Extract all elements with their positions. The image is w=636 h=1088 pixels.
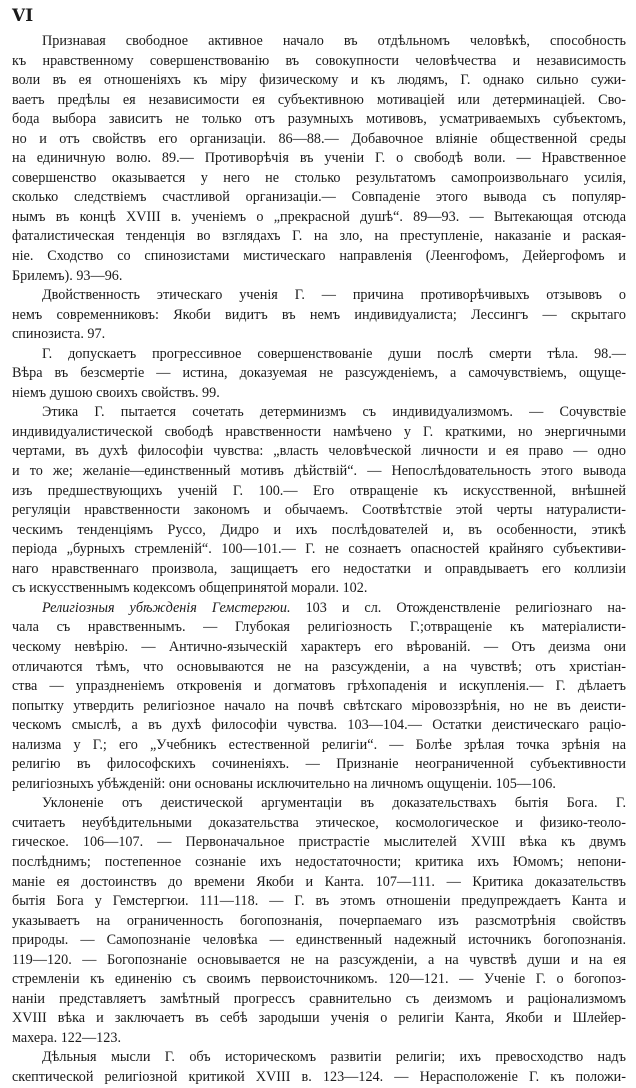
text-line: немъ современниковъ: Якоби видитъ въ немъ индивидуалиста; Лессингъ — скрытаго xyxy=(12,306,626,323)
text-line: ніе. Сходство со спинозистами мистическаго направленія (Леенгофомъ, Дейергофомъ и xyxy=(12,248,626,265)
text-line: ніемъ душою своихъ свойствъ. 99. xyxy=(12,384,220,401)
text-line: нализма у Г.; его „Учебникъ естественной религіи“. — Болѣе зрѣлая точка зрѣнія на xyxy=(12,736,626,753)
text-line: чертами, въ духѣ философіи чувства: „власть человѣческой личности и ея право — одно xyxy=(12,443,626,460)
text-line: XVIII вѣка и заключаетъ въ себѣ зародыши ученія о религіи Канта, Якоби и Шлейер- xyxy=(12,1010,626,1027)
text-line: маніе ея достоинствъ до времени Якоби и Канта. 107—111. — Критика доказательствъ xyxy=(12,873,626,890)
text-line: природы. — Самопознаніе человѣка — единственный надежный источникъ богопознанія. xyxy=(12,932,626,949)
text-line: совершенство оказывается у него не столько результатомъ самопроизвольнаго усилія, xyxy=(12,169,626,186)
text-line: попытку утвердить религіозное начало на почвѣ свѣтскаго міровоззрѣнія, но не въ деисти- xyxy=(12,697,626,714)
text-line: Г. допускаетъ прогрессивное совершенствованіе души послѣ смерти тѣла. 98.— xyxy=(42,345,626,362)
text-line: Вѣра въ безсмертіе — истина, доказуемая не разсужденіемъ, а самочувствіемъ, ощуще- xyxy=(12,365,626,382)
text-line: махера. 122—123. xyxy=(12,1029,121,1046)
text-line: періода „бурныхъ стремленій“. 100—101.— Г. не сознаетъ опасностей крайняго субъективи- xyxy=(12,541,626,558)
paragraph xyxy=(12,794,626,1048)
text-line: регуляціи нравственности закономъ и обычаемъ. Соотвѣтствіе этой черты натуралисти- xyxy=(12,502,626,519)
text-line: ваетъ предѣлы ея независимости ея субъективною мотиваціей или детерминаціей. Сво- xyxy=(12,91,626,108)
page-text-body xyxy=(12,32,626,1088)
paragraph xyxy=(12,1048,626,1087)
text-line: скептической религіозной критикой XVIII в. 123—124. — Нерасположеніе Г. къ положи- xyxy=(12,1068,626,1085)
line-remainder: 103 и сл. Отожденствленіе религіознаго на- xyxy=(290,599,626,616)
text-line: къ нравственному совершенствованію въ совокупности человѣчества и независимость xyxy=(12,52,626,69)
section-heading-italic: Религіозныя убѣжденія Гемстергюи. xyxy=(42,599,291,616)
text-line: ства — упраздненіемъ откровенія и догматовъ грѣхопаденія и искупленія.— Г. дѣлаетъ xyxy=(12,678,626,695)
text-line: Уклоненіе отъ деистической аргументаціи въ доказательствахъ бытія Бога. Г. xyxy=(42,795,626,812)
text-line: бытія Бога у Гемстергюи. 111—118. — Г. въ этомъ отношеніи предупреждаетъ Канта и xyxy=(12,893,626,910)
text-line: религіозныхъ убѣжденій: они основаны исключительно на личномъ ощущеніи. 105—106. xyxy=(12,775,556,792)
text-line: религію въ философскихъ сочиненіяхъ. — Признаніе неограниченной субъективности xyxy=(12,756,626,773)
text-line: Признавая свободное активное начало въ отдѣльномъ человѣкѣ, способность xyxy=(42,33,626,49)
text-line: указываетъ на ограниченность богопознанія, почерпаемаго изъ разсмотрѣнія свойствъ xyxy=(12,912,626,929)
text-line: гическое. 106—107. — Первоначальное пристрастіе мыслителей XVIII вѣка къ двумъ xyxy=(12,834,626,851)
text-line: и то же; желаніе—единственный мотивъ дѣйствій“. — Непослѣдовательность этого вывода xyxy=(12,463,626,480)
text-line: сколько следствіемъ счастливой организаціи.— Совпаденіе этого вывода съ популяр- xyxy=(12,189,626,206)
paragraph xyxy=(12,345,626,404)
text-line: воли въ ея отношеніяхъ къ міру физическому и къ людямъ, Г. однако сильно сужи- xyxy=(12,72,626,89)
text-line: фаталистическая тенденція во взглядахъ Г. на зло, на преступленіе, наказаніе и раская- xyxy=(12,228,626,245)
text-line: спинозиста. 97. xyxy=(12,326,106,343)
paragraph xyxy=(12,403,626,598)
text-line: Брилемъ). 93—96. xyxy=(12,267,123,284)
text-line: стремленіи къ единенію съ своимъ первоисточникомъ. 120—121. — Ученіе Г. о богопоз- xyxy=(12,971,626,988)
text-line: 119—120. — Богопознаніе основывается не на разсужденіи, а на чувствѣ души и на ея xyxy=(12,951,626,968)
text-line: чала съ нравственнымъ. — Глубокая религіозность Г.;отвращеніе къ матеріалисти- xyxy=(12,619,626,636)
text-line: съ искусственнымъ кодексомъ общепринятой морали. 102. xyxy=(12,580,368,597)
text-line: бода выбора зависитъ не только отъ разумныхъ мотивовъ, усматриваемыхъ субъектомъ, xyxy=(12,111,626,128)
paragraph xyxy=(12,32,626,286)
text-line: изъ предшествующихъ ученій Г. 100.— Его отвращеніе къ искусственной, внѣшней xyxy=(12,482,626,499)
text-line: на единичную волю. 89.— Противорѣчія въ ученіи Г. о свободѣ воли. — Нравственное xyxy=(12,150,626,167)
text-line: наніи представляетъ замѣтный прогрессъ сравнительно съ деизмомъ и раціонализмомъ xyxy=(12,990,626,1007)
text-line: но и отъ свойствъ его организаціи. 86—88.— Добавочное вліяніе общественной среды xyxy=(12,130,626,147)
text-line: индивидуалистической свободѣ нравственности намѣчено у Г. краткими, но энергичными xyxy=(12,423,626,440)
text-line: послѣднимъ; постепенное сознаніе ихъ недостаточности; критика ихъ Юмомъ; непони- xyxy=(12,853,626,870)
text-line xyxy=(12,599,626,619)
page-number: VI xyxy=(12,6,34,26)
text-line: нымъ въ концѣ XVIII в. ученіемъ о „прекрасной душѣ“. 89—93. — Вытекающая отсюда xyxy=(12,208,626,225)
text-line: считаетъ неубѣдительными доказательства этическое, космологическое и физико-теоло- xyxy=(12,814,626,831)
text-line: наго нравственнаго произвола, защищаетъ его недостатки и оправдываетъ его коллизіи xyxy=(12,560,626,577)
text-line: отличаются тѣмъ, что основываются не на разсужденіи, а на чувствѣ; отъ христіан- xyxy=(12,658,626,675)
text-line: ческимъ тенденціямъ Руссо, Дидро и ихъ послѣдователей и, въ особенности, этикѣ xyxy=(12,521,626,538)
paragraph xyxy=(12,599,626,794)
text-line: ческомъ смыслѣ, а въ духѣ философіи чувства. 103—104.— Остатки деистическаго раціо- xyxy=(12,717,626,734)
text-line: Дѣльныя мысли Г. объ историческомъ развитіи религіи; ихъ превосходство надъ xyxy=(42,1049,626,1066)
text-line: Этика Г. пытается сочетать детерминизмъ съ индивидуализмомъ. — Сочувствіе xyxy=(42,404,626,421)
text-line: ческому невѣрію. — Антично-языческій характеръ его вѣрованій. — Отъ деизма они xyxy=(12,638,626,655)
paragraph xyxy=(12,286,626,345)
text-line: Двойственность этическаго ученія Г. — причина противорѣчивыхъ отзывовъ о xyxy=(42,287,626,304)
